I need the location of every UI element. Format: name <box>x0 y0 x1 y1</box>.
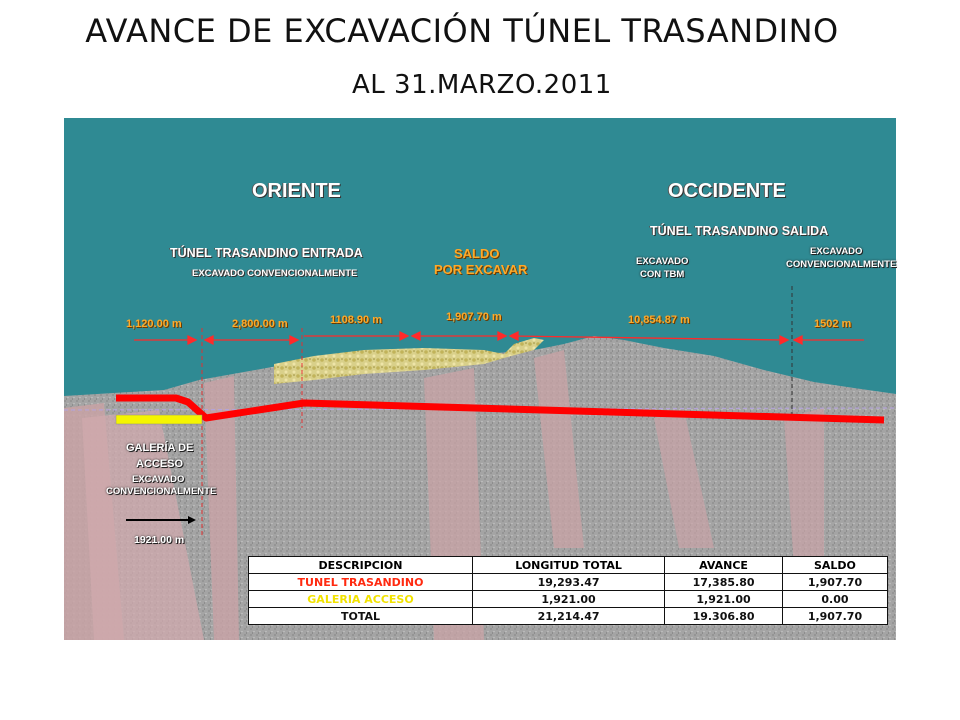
galeria-length: 1921.00 m <box>134 534 185 546</box>
measure-1502: 1502 m <box>814 318 852 330</box>
conv-line2: CONVENCIONALMENTE <box>786 259 897 270</box>
cell-avance: 19.306.80 <box>665 608 783 625</box>
cell-avance: 1,921.00 <box>665 591 783 608</box>
col-longitud-total: LONGITUD TOTAL <box>473 557 665 574</box>
measure-1907: 1,907.70 m <box>446 311 502 323</box>
occidente-label: OCCIDENTE <box>668 180 786 202</box>
table-row <box>249 608 888 625</box>
table-row <box>249 574 888 591</box>
measure-10854: 10,854.87 m <box>628 314 690 326</box>
cell-avance: 17,385.80 <box>665 574 783 591</box>
tbm-line1: EXCAVADO <box>636 256 689 267</box>
col-saldo: SALDO <box>782 557 887 574</box>
cell-longitud: 19,293.47 <box>473 574 665 591</box>
cell-saldo: 1,907.70 <box>782 608 887 625</box>
saldo-line2: POR EXCAVAR <box>434 262 528 277</box>
galeria-line1: GALERÍA DE <box>126 442 194 454</box>
oriente-label: ORIENTE <box>252 180 341 202</box>
table-row <box>249 591 888 608</box>
summary-table <box>248 556 888 625</box>
galeria-line4: CONVENCIONALMENTE <box>106 486 217 497</box>
measure-1108: 1108.90 m <box>330 314 382 326</box>
col-descripcion: DESCRIPCION <box>249 557 473 574</box>
conv-line1: EXCAVADO <box>810 246 863 257</box>
table-header-row <box>249 557 888 574</box>
cell-longitud: 21,214.47 <box>473 608 665 625</box>
galeria-line3: EXCAVADO <box>132 474 185 485</box>
page-title: AVANCE DE EXCAVACIÓN TÚNEL TRASANDINO <box>85 12 839 50</box>
cell-saldo: 1,907.70 <box>782 574 887 591</box>
measure-1120: 1,120.00 m <box>126 318 182 330</box>
cell-saldo: 0.00 <box>782 591 887 608</box>
entrada-title: TÚNEL TRASANDINO ENTRADA <box>170 246 363 260</box>
cell-descripcion: GALERIA ACCESO <box>249 591 473 608</box>
page-subtitle: AL 31.MARZO.2011 <box>352 70 612 100</box>
galeria-acceso-bar <box>116 415 202 424</box>
cell-descripcion: TUNEL TRASANDINO <box>249 574 473 591</box>
cell-descripcion: TOTAL <box>249 608 473 625</box>
measure-2800: 2,800.00 m <box>232 318 288 330</box>
salida-title: TÚNEL TRASANDINO SALIDA <box>650 224 829 238</box>
tbm-line2: CON TBM <box>640 269 685 280</box>
galeria-line2: ACCESO <box>136 458 184 470</box>
entrada-sub: EXCAVADO CONVENCIONALMENTE <box>192 268 358 279</box>
cell-longitud: 1,921.00 <box>473 591 665 608</box>
saldo-line1: SALDO <box>454 246 500 261</box>
col-avance: AVANCE <box>665 557 783 574</box>
